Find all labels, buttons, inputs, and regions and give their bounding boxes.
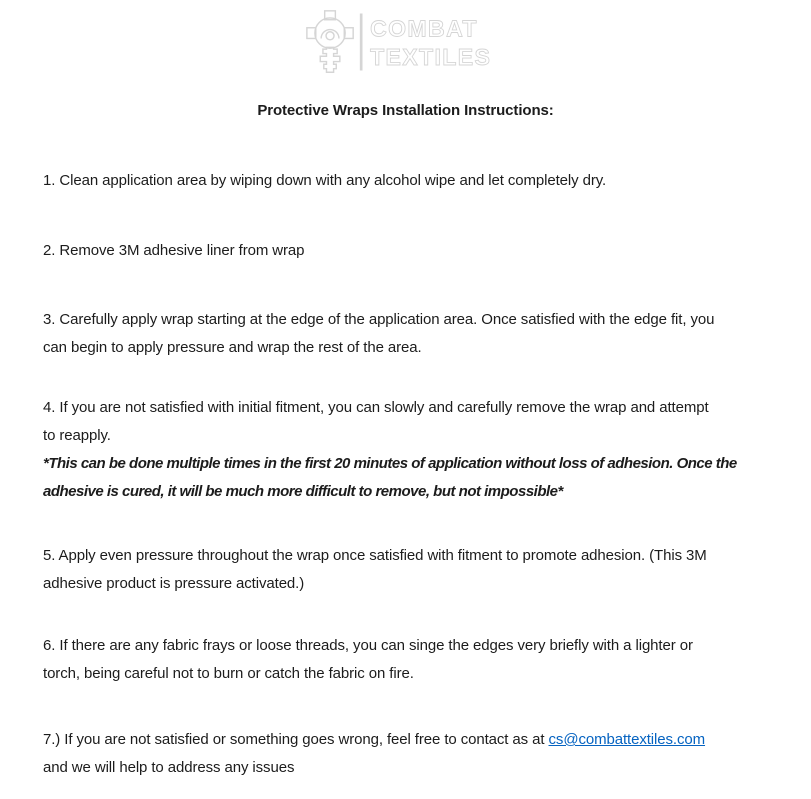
brand-logo	[305, 7, 499, 77]
adhesion-note-line2: adhesive is cured, it will be much more difficult to remove, but not impossible*	[43, 482, 563, 500]
step-7-text-line2: and we will help to address any issues	[43, 758, 295, 776]
instruction-step-4	[43, 394, 781, 449]
step-6-text-line2: torch, being careful not to burn or catch the fabric on fire.	[43, 664, 414, 682]
adhesion-note-line1: *This can be done multiple times in the first 20 minutes of application without loss of adhesion. Once the	[43, 455, 737, 472]
instruction-step-6	[43, 632, 781, 687]
step-3-text-line1: 3. Carefully apply wrap starting at the edge of the application area. Once satisfied with the edge fit, you	[43, 311, 715, 328]
contact-email-link[interactable]: cs@combattextiles.com	[548, 731, 706, 748]
brand-wordmark-line2: TEXTILES	[369, 44, 491, 71]
step-7-text-line1	[43, 726, 781, 754]
instruction-step-2	[43, 237, 781, 265]
instruction-step-5	[43, 542, 781, 597]
step-5-text-line2: adhesive product is pressure activated.)	[43, 574, 305, 592]
combat-textiles-emblem-icon	[305, 7, 499, 77]
instruction-step-1	[43, 167, 781, 195]
instruction-step-7	[43, 726, 781, 781]
step-5-text-line1: 5. Apply even pressure throughout the wrap once satisfied with fitment to promote adhesion. (This 3M	[43, 547, 707, 564]
page-title: Protective Wraps Installation Instructions:	[257, 102, 554, 119]
step-4-text-line2: to reapply.	[43, 426, 111, 444]
step-3-text-line2: can begin to apply pressure and wrap the rest of the area.	[43, 338, 422, 356]
step-4-text-line1: 4. If you are not satisfied with initial fitment, you can slowly and carefully remove the wrap and attempt	[43, 399, 709, 416]
step-6-text-line1: 6. If there are any fabric frays or loose threads, you can singe the edges very briefly with a lighter or	[43, 637, 693, 654]
step-7-text-before-link: 7.) If you are not satisfied or something goes wrong, feel free to contact as at	[43, 731, 549, 748]
brand-wordmark-line1: COMBAT	[369, 15, 478, 42]
step-2-text: 2. Remove 3M adhesive liner from wrap	[43, 242, 305, 259]
adhesion-note	[43, 450, 781, 505]
step-1-text: 1. Clean application area by wiping down with any alcohol wipe and let completely dry.	[43, 172, 607, 189]
instruction-step-3	[43, 306, 781, 361]
